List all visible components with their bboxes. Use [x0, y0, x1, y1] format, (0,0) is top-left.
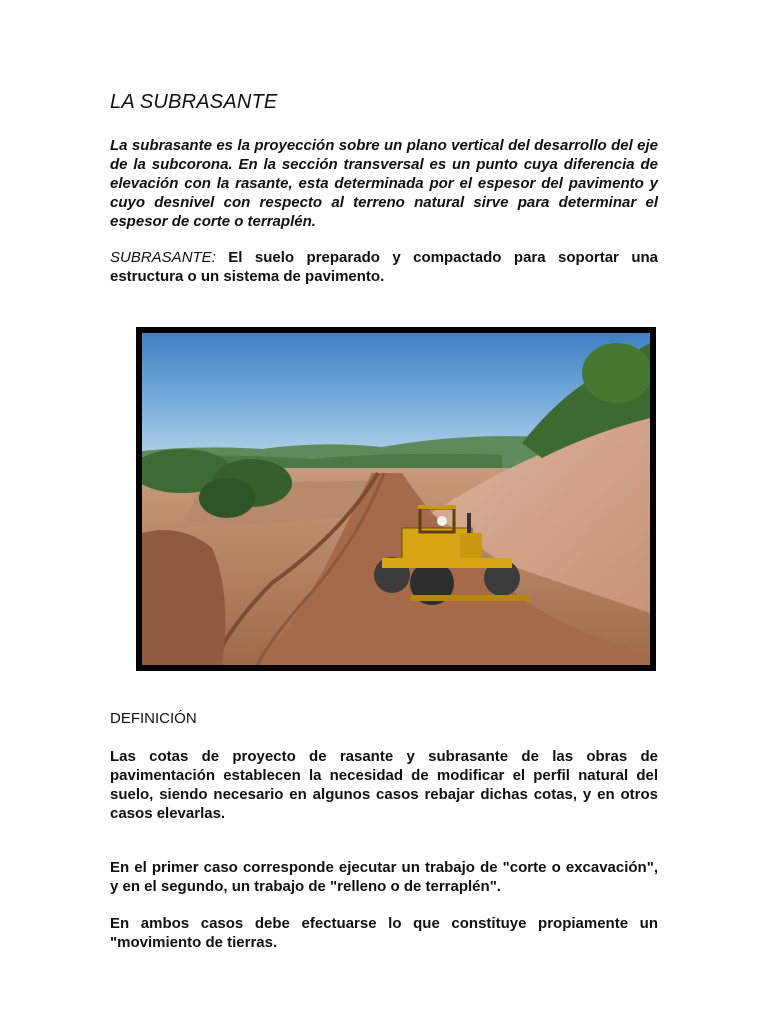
section-heading: DEFINICIÓN — [110, 710, 197, 727]
photo-frame — [136, 327, 656, 671]
paragraph-primer-caso: En el primer caso corresponde ejecutar un trabajo de "corte o excavación", y en el segundo, un trabajo de "relleno o de terraplén". — [110, 859, 658, 895]
definition-term: SUBRASANTE: — [110, 249, 216, 266]
tree-cluster — [582, 343, 650, 403]
intro-paragraph: La subrasante es la proyección sobre un plano vertical del desarrollo del eje de la subcorona. En la sección transversal es un punto cuya diferencia de elevación con la rasante, esta determinada por el espesor del pavimento y cuyo desnivel con respecto al terreno natural sirve para determinar el espesor de corte o terraplén. — [110, 137, 658, 230]
paragraph-ambos-casos: En ambos casos debe efectuarse lo que constituye propiamente un "movimiento de tierras. — [110, 915, 658, 951]
dirt-bank — [142, 530, 225, 665]
definition-paragraph — [110, 248, 658, 286]
tree-cluster — [199, 478, 255, 518]
soil-compactor-on-subgrade-photo — [142, 333, 650, 665]
page-title: LA SUBRASANTE — [110, 91, 278, 113]
definition-text: El suelo preparado y compactado para soportar una estructura o un sistema de pavimento. — [110, 249, 658, 285]
paragraph-cotas: Las cotas de proyecto de rasante y subrasante de las obras de pavimentación establecen la necesidad de modificar el perfil natural del suelo, siendo necesario en algunos casos rebajar dichas cotas, y en otros casos elevarlas. — [110, 748, 658, 822]
